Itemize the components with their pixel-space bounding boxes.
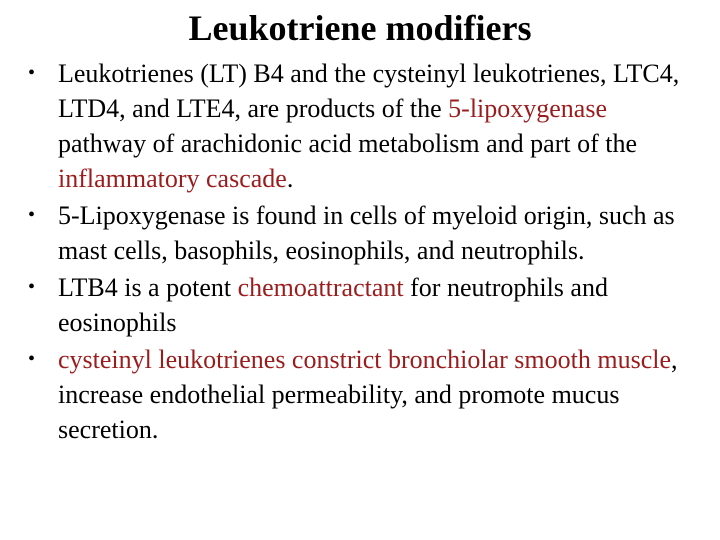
bullet-icon: • (28, 348, 36, 370)
bullet-list (26, 56, 692, 449)
bullet-text-segment: LTB4 is a potent (58, 273, 238, 302)
highlighted-term: cysteinyl leukotrienes constrict bronchiolar smooth muscle (58, 345, 672, 374)
highlighted-term: chemoattractant (237, 273, 404, 302)
bullet-item (26, 198, 692, 268)
bullet-text-segment: , increase endothelial permeability, and promote mucus secretion. (58, 345, 678, 444)
slide-title: Leukotriene modifiers (188, 8, 532, 48)
bullet-text-segment: 5-Lipoxygenase is found in cells of myeloid origin, such as mast cells, basophils, eosinophils, and neutrophils. (58, 201, 675, 265)
bullet-icon: • (28, 276, 36, 298)
bullet-item (26, 270, 692, 340)
highlighted-term: inflammatory cascade (58, 164, 287, 193)
highlighted-term: 5-lipoxygenase (448, 94, 607, 123)
bullet-item (26, 56, 692, 196)
bullet-icon: • (28, 204, 36, 226)
bullet-text-segment: Leukotrienes (LT) B4 and the cysteinyl leukotrienes, LTC4, LTD4, and LTE4, are products of the (58, 59, 680, 123)
bullet-text-segment: . (286, 164, 294, 193)
bullet-item (26, 342, 692, 447)
bullet-icon: • (28, 62, 36, 84)
bullet-text-segment: pathway of arachidonic acid metabolism and part of the (58, 129, 638, 158)
bullet-text-segment: for neutrophils and eosinophils (58, 273, 608, 337)
